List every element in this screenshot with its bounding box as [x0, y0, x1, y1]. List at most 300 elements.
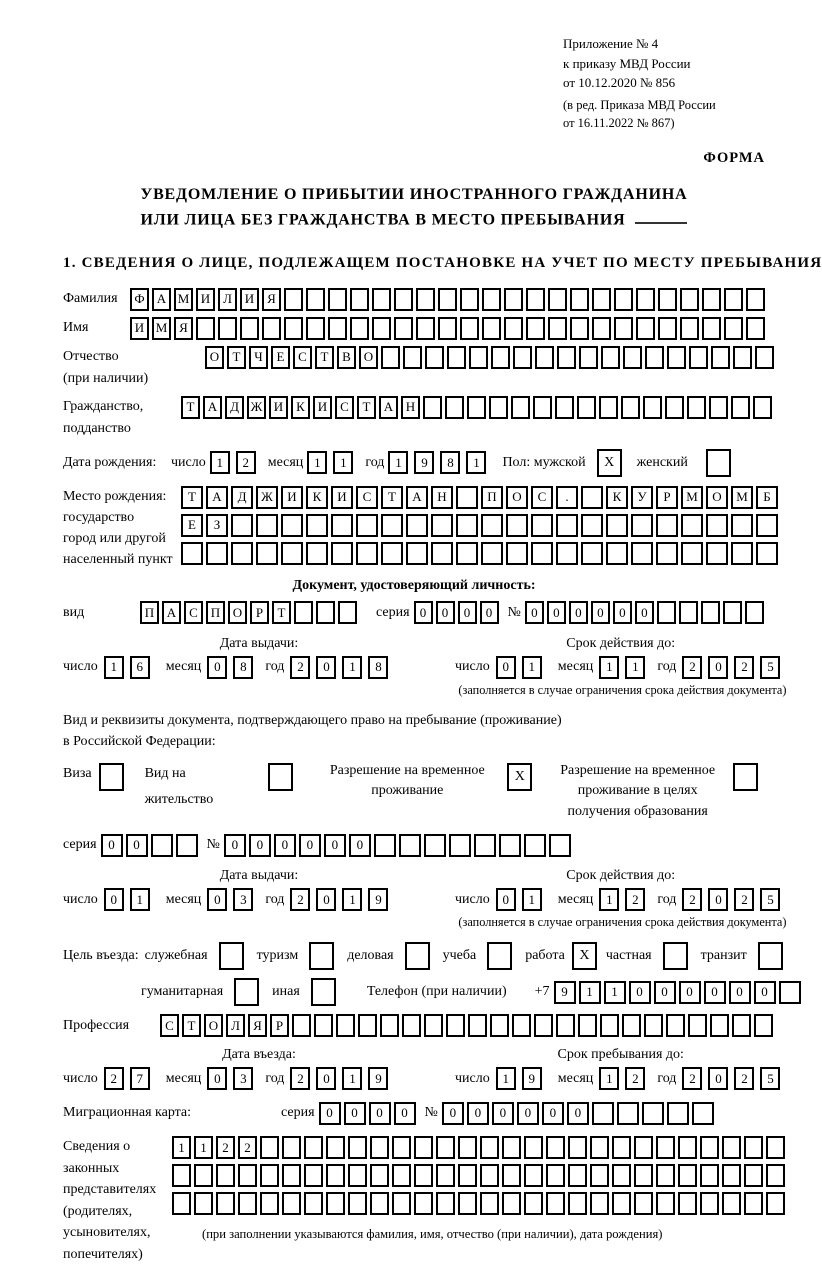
char-cell[interactable]: 2 — [625, 1067, 645, 1090]
char-cell[interactable]: 6 — [130, 656, 150, 679]
char-cell[interactable]: П — [140, 601, 159, 624]
char-cell[interactable] — [438, 317, 457, 340]
char-cell[interactable]: Ч — [249, 346, 268, 369]
char-cell[interactable]: 2 — [238, 1136, 257, 1159]
char-cell[interactable]: М — [731, 486, 753, 509]
char-cell[interactable] — [526, 317, 545, 340]
char-cell[interactable]: Н — [431, 486, 453, 509]
char-cell[interactable]: 0 — [324, 834, 346, 857]
char-cell[interactable]: 0 — [708, 1067, 728, 1090]
char-cell[interactable] — [731, 514, 753, 537]
char-cell[interactable] — [658, 317, 677, 340]
char-cell[interactable] — [394, 317, 413, 340]
purpose-private-checkbox[interactable] — [663, 942, 688, 970]
char-cell[interactable]: 0 — [547, 601, 566, 624]
char-cell[interactable] — [216, 1192, 235, 1215]
char-cell[interactable]: 1 — [599, 1067, 619, 1090]
char-cell[interactable] — [617, 1102, 639, 1125]
doc-number-cells[interactable] — [525, 601, 767, 624]
char-cell[interactable] — [356, 542, 378, 565]
char-cell[interactable]: 1 — [333, 451, 353, 474]
char-cell[interactable]: А — [203, 396, 222, 419]
char-cell[interactable]: Л — [218, 288, 237, 311]
char-cell[interactable]: 0 — [369, 1102, 391, 1125]
birthplace-cells-row2[interactable] — [181, 514, 781, 537]
char-cell[interactable] — [256, 542, 278, 565]
right-valid-month-cells[interactable] — [599, 888, 651, 911]
char-cell[interactable] — [502, 1164, 521, 1187]
char-cell[interactable] — [556, 542, 578, 565]
char-cell[interactable] — [231, 542, 253, 565]
char-cell[interactable] — [766, 1136, 785, 1159]
char-cell[interactable] — [380, 1014, 399, 1037]
char-cell[interactable] — [491, 346, 510, 369]
char-cell[interactable] — [634, 1192, 653, 1215]
char-cell[interactable]: О — [205, 346, 224, 369]
mc-number-cells[interactable] — [442, 1102, 717, 1125]
char-cell[interactable] — [469, 346, 488, 369]
char-cell[interactable] — [581, 542, 603, 565]
purpose-business-checkbox[interactable] — [405, 942, 430, 970]
char-cell[interactable]: Д — [225, 396, 244, 419]
char-cell[interactable] — [700, 1192, 719, 1215]
char-cell[interactable] — [392, 1136, 411, 1159]
char-cell[interactable] — [579, 346, 598, 369]
char-cell[interactable] — [634, 1136, 653, 1159]
birthplace-cells-row1[interactable] — [181, 486, 781, 509]
char-cell[interactable] — [292, 1014, 311, 1037]
char-cell[interactable] — [524, 834, 546, 857]
char-cell[interactable] — [304, 1136, 323, 1159]
id-valid-year-cells[interactable] — [682, 656, 786, 679]
char-cell[interactable] — [756, 514, 778, 537]
char-cell[interactable]: 1 — [307, 451, 327, 474]
char-cell[interactable]: 5 — [760, 656, 780, 679]
char-cell[interactable]: А — [406, 486, 428, 509]
stay-day-cells[interactable] — [496, 1067, 548, 1090]
char-cell[interactable]: 0 — [492, 1102, 514, 1125]
char-cell[interactable] — [548, 317, 567, 340]
char-cell[interactable] — [414, 1192, 433, 1215]
char-cell[interactable]: . — [556, 486, 578, 509]
char-cell[interactable] — [524, 1136, 543, 1159]
char-cell[interactable] — [381, 542, 403, 565]
char-cell[interactable]: 9 — [368, 888, 388, 911]
char-cell[interactable] — [724, 317, 743, 340]
char-cell[interactable]: З — [206, 514, 228, 537]
char-cell[interactable] — [549, 834, 571, 857]
char-cell[interactable] — [687, 396, 706, 419]
char-cell[interactable] — [657, 601, 676, 624]
char-cell[interactable] — [284, 317, 303, 340]
char-cell[interactable] — [194, 1164, 213, 1187]
representatives-cells-row2[interactable] — [172, 1164, 788, 1187]
char-cell[interactable] — [348, 1136, 367, 1159]
char-cell[interactable]: 9 — [368, 1067, 388, 1090]
char-cell[interactable] — [231, 514, 253, 537]
char-cell[interactable] — [449, 834, 471, 857]
char-cell[interactable]: 2 — [236, 451, 256, 474]
char-cell[interactable]: 0 — [414, 601, 433, 624]
char-cell[interactable]: Т — [227, 346, 246, 369]
purpose-study-checkbox[interactable] — [487, 942, 512, 970]
char-cell[interactable]: 0 — [679, 981, 701, 1004]
residence-permit-checkbox[interactable] — [268, 763, 293, 791]
char-cell[interactable] — [656, 1164, 675, 1187]
char-cell[interactable] — [753, 396, 772, 419]
char-cell[interactable]: 2 — [290, 1067, 310, 1090]
birth-day-cells[interactable] — [210, 451, 262, 474]
char-cell[interactable] — [240, 317, 259, 340]
char-cell[interactable] — [331, 514, 353, 537]
char-cell[interactable]: 0 — [104, 888, 124, 911]
char-cell[interactable] — [658, 288, 677, 311]
char-cell[interactable] — [688, 1014, 707, 1037]
char-cell[interactable] — [328, 317, 347, 340]
name-cells[interactable] — [130, 317, 768, 340]
char-cell[interactable] — [431, 542, 453, 565]
char-cell[interactable] — [414, 1164, 433, 1187]
char-cell[interactable] — [504, 317, 523, 340]
char-cell[interactable]: 0 — [274, 834, 296, 857]
char-cell[interactable] — [746, 317, 765, 340]
char-cell[interactable] — [262, 317, 281, 340]
char-cell[interactable] — [746, 288, 765, 311]
char-cell[interactable] — [709, 396, 728, 419]
char-cell[interactable] — [531, 542, 553, 565]
char-cell[interactable]: 0 — [344, 1102, 366, 1125]
char-cell[interactable]: 0 — [101, 834, 123, 857]
char-cell[interactable] — [372, 317, 391, 340]
char-cell[interactable] — [512, 1014, 531, 1037]
char-cell[interactable] — [555, 396, 574, 419]
char-cell[interactable]: 0 — [442, 1102, 464, 1125]
char-cell[interactable] — [665, 396, 684, 419]
char-cell[interactable] — [423, 396, 442, 419]
char-cell[interactable]: С — [293, 346, 312, 369]
char-cell[interactable] — [722, 1164, 741, 1187]
char-cell[interactable] — [645, 346, 664, 369]
char-cell[interactable] — [678, 1192, 697, 1215]
char-cell[interactable] — [336, 1014, 355, 1037]
char-cell[interactable]: Ж — [256, 486, 278, 509]
char-cell[interactable] — [425, 346, 444, 369]
doc-kind-cells[interactable] — [140, 601, 360, 624]
purpose-humanitarian-checkbox[interactable] — [234, 978, 259, 1006]
char-cell[interactable] — [606, 514, 628, 537]
char-cell[interactable] — [406, 542, 428, 565]
char-cell[interactable] — [458, 1192, 477, 1215]
char-cell[interactable]: Е — [271, 346, 290, 369]
char-cell[interactable]: Т — [357, 396, 376, 419]
char-cell[interactable]: С — [160, 1014, 179, 1037]
char-cell[interactable] — [431, 514, 453, 537]
char-cell[interactable]: 1 — [172, 1136, 191, 1159]
char-cell[interactable] — [701, 601, 720, 624]
char-cell[interactable] — [524, 1192, 543, 1215]
char-cell[interactable] — [621, 396, 640, 419]
char-cell[interactable] — [592, 317, 611, 340]
char-cell[interactable] — [438, 288, 457, 311]
char-cell[interactable]: 1 — [104, 656, 124, 679]
char-cell[interactable] — [578, 1014, 597, 1037]
char-cell[interactable] — [372, 288, 391, 311]
char-cell[interactable] — [467, 396, 486, 419]
char-cell[interactable] — [480, 1164, 499, 1187]
char-cell[interactable] — [458, 1136, 477, 1159]
char-cell[interactable] — [480, 1192, 499, 1215]
char-cell[interactable] — [328, 288, 347, 311]
char-cell[interactable]: 3 — [233, 1067, 253, 1090]
char-cell[interactable]: 0 — [319, 1102, 341, 1125]
temp-residence-checkbox[interactable]: X — [507, 763, 532, 791]
char-cell[interactable] — [206, 542, 228, 565]
char-cell[interactable] — [636, 317, 655, 340]
id-issue-year-cells[interactable] — [290, 656, 394, 679]
char-cell[interactable] — [181, 542, 203, 565]
char-cell[interactable]: 0 — [316, 656, 336, 679]
stay-year-cells[interactable] — [682, 1067, 786, 1090]
char-cell[interactable]: О — [228, 601, 247, 624]
char-cell[interactable] — [744, 1192, 763, 1215]
char-cell[interactable] — [238, 1164, 257, 1187]
char-cell[interactable]: 1 — [194, 1136, 213, 1159]
char-cell[interactable]: Р — [270, 1014, 289, 1037]
char-cell[interactable] — [634, 1164, 653, 1187]
char-cell[interactable]: Т — [272, 601, 291, 624]
char-cell[interactable] — [643, 396, 662, 419]
representatives-cells-row3[interactable] — [172, 1192, 788, 1215]
id-issue-day-cells[interactable] — [104, 656, 156, 679]
char-cell[interactable] — [176, 834, 198, 857]
char-cell[interactable] — [381, 346, 400, 369]
right-issue-year-cells[interactable] — [290, 888, 394, 911]
char-cell[interactable]: 0 — [542, 1102, 564, 1125]
char-cell[interactable]: 1 — [210, 451, 230, 474]
char-cell[interactable] — [678, 1164, 697, 1187]
char-cell[interactable] — [282, 1136, 301, 1159]
char-cell[interactable] — [700, 1164, 719, 1187]
char-cell[interactable] — [445, 396, 464, 419]
char-cell[interactable] — [416, 317, 435, 340]
char-cell[interactable]: 0 — [591, 601, 610, 624]
id-valid-day-cells[interactable] — [496, 656, 548, 679]
char-cell[interactable] — [436, 1192, 455, 1215]
char-cell[interactable] — [348, 1192, 367, 1215]
char-cell[interactable] — [590, 1164, 609, 1187]
char-cell[interactable] — [656, 1192, 675, 1215]
char-cell[interactable] — [631, 542, 653, 565]
char-cell[interactable]: 0 — [613, 601, 632, 624]
char-cell[interactable]: 0 — [207, 1067, 227, 1090]
char-cell[interactable] — [732, 1014, 751, 1037]
char-cell[interactable] — [218, 317, 237, 340]
char-cell[interactable] — [490, 1014, 509, 1037]
purpose-work-checkbox[interactable]: X — [572, 942, 597, 970]
char-cell[interactable] — [460, 317, 479, 340]
char-cell[interactable]: К — [306, 486, 328, 509]
char-cell[interactable]: 2 — [734, 656, 754, 679]
char-cell[interactable] — [614, 288, 633, 311]
char-cell[interactable]: 8 — [368, 656, 388, 679]
id-valid-month-cells[interactable] — [599, 656, 651, 679]
char-cell[interactable]: С — [356, 486, 378, 509]
char-cell[interactable] — [447, 346, 466, 369]
char-cell[interactable] — [458, 1164, 477, 1187]
char-cell[interactable] — [754, 1014, 773, 1037]
char-cell[interactable]: 0 — [729, 981, 751, 1004]
char-cell[interactable]: 1 — [388, 451, 408, 474]
char-cell[interactable] — [612, 1192, 631, 1215]
char-cell[interactable]: О — [204, 1014, 223, 1037]
char-cell[interactable]: 0 — [316, 1067, 336, 1090]
char-cell[interactable] — [681, 514, 703, 537]
char-cell[interactable]: М — [681, 486, 703, 509]
char-cell[interactable]: Я — [262, 288, 281, 311]
char-cell[interactable] — [194, 1192, 213, 1215]
char-cell[interactable]: 0 — [517, 1102, 539, 1125]
char-cell[interactable]: 0 — [629, 981, 651, 1004]
char-cell[interactable] — [744, 1164, 763, 1187]
char-cell[interactable]: 0 — [224, 834, 246, 857]
char-cell[interactable]: Т — [181, 486, 203, 509]
char-cell[interactable] — [706, 542, 728, 565]
char-cell[interactable]: Т — [315, 346, 334, 369]
char-cell[interactable] — [744, 1136, 763, 1159]
char-cell[interactable]: У — [631, 486, 653, 509]
char-cell[interactable] — [394, 288, 413, 311]
char-cell[interactable]: М — [152, 317, 171, 340]
char-cell[interactable]: 1 — [522, 888, 542, 911]
char-cell[interactable]: Л — [226, 1014, 245, 1037]
char-cell[interactable] — [702, 288, 721, 311]
char-cell[interactable]: 2 — [104, 1067, 124, 1090]
char-cell[interactable]: 9 — [554, 981, 576, 1004]
char-cell[interactable] — [370, 1136, 389, 1159]
char-cell[interactable] — [592, 288, 611, 311]
char-cell[interactable] — [399, 834, 421, 857]
char-cell[interactable] — [316, 601, 335, 624]
char-cell[interactable] — [374, 834, 396, 857]
char-cell[interactable] — [678, 1136, 697, 1159]
char-cell[interactable]: А — [162, 601, 181, 624]
char-cell[interactable]: С — [184, 601, 203, 624]
char-cell[interactable]: П — [481, 486, 503, 509]
char-cell[interactable]: 5 — [760, 1067, 780, 1090]
char-cell[interactable]: 1 — [599, 656, 619, 679]
char-cell[interactable] — [689, 346, 708, 369]
char-cell[interactable] — [722, 1136, 741, 1159]
char-cell[interactable] — [294, 601, 313, 624]
profession-cells[interactable] — [160, 1014, 776, 1037]
char-cell[interactable] — [614, 317, 633, 340]
char-cell[interactable] — [511, 396, 530, 419]
char-cell[interactable] — [424, 834, 446, 857]
purpose-tourism-checkbox[interactable] — [309, 942, 334, 970]
birth-year-cells[interactable] — [388, 451, 492, 474]
char-cell[interactable] — [381, 514, 403, 537]
char-cell[interactable] — [570, 288, 589, 311]
char-cell[interactable]: О — [359, 346, 378, 369]
char-cell[interactable] — [679, 601, 698, 624]
char-cell[interactable] — [706, 514, 728, 537]
char-cell[interactable]: И — [281, 486, 303, 509]
char-cell[interactable] — [702, 317, 721, 340]
char-cell[interactable]: 1 — [466, 451, 486, 474]
char-cell[interactable]: 8 — [440, 451, 460, 474]
char-cell[interactable]: 7 — [130, 1067, 150, 1090]
char-cell[interactable] — [526, 288, 545, 311]
char-cell[interactable] — [531, 514, 553, 537]
char-cell[interactable] — [556, 1014, 575, 1037]
char-cell[interactable] — [502, 1136, 521, 1159]
char-cell[interactable] — [581, 486, 603, 509]
char-cell[interactable] — [481, 514, 503, 537]
right-issue-month-cells[interactable] — [207, 888, 259, 911]
char-cell[interactable] — [612, 1136, 631, 1159]
entry-day-cells[interactable] — [104, 1067, 156, 1090]
char-cell[interactable]: И — [269, 396, 288, 419]
right-series-cells[interactable] — [101, 834, 201, 857]
char-cell[interactable]: 1 — [342, 656, 362, 679]
char-cell[interactable]: 1 — [130, 888, 150, 911]
char-cell[interactable]: 0 — [207, 888, 227, 911]
char-cell[interactable]: 1 — [625, 656, 645, 679]
char-cell[interactable] — [392, 1192, 411, 1215]
char-cell[interactable] — [590, 1192, 609, 1215]
char-cell[interactable] — [326, 1136, 345, 1159]
char-cell[interactable] — [557, 346, 576, 369]
right-valid-day-cells[interactable] — [496, 888, 548, 911]
char-cell[interactable] — [326, 1164, 345, 1187]
char-cell[interactable]: Ж — [247, 396, 266, 419]
right-number-cells[interactable] — [224, 834, 574, 857]
char-cell[interactable] — [314, 1014, 333, 1037]
char-cell[interactable]: 0 — [207, 656, 227, 679]
char-cell[interactable]: 0 — [704, 981, 726, 1004]
surname-cells[interactable] — [130, 288, 768, 311]
char-cell[interactable] — [656, 542, 678, 565]
char-cell[interactable]: 0 — [349, 834, 371, 857]
char-cell[interactable] — [622, 1014, 641, 1037]
char-cell[interactable] — [151, 834, 173, 857]
char-cell[interactable] — [481, 542, 503, 565]
char-cell[interactable]: А — [206, 486, 228, 509]
char-cell[interactable] — [416, 288, 435, 311]
char-cell[interactable] — [482, 317, 501, 340]
char-cell[interactable]: 1 — [599, 888, 619, 911]
char-cell[interactable] — [406, 514, 428, 537]
char-cell[interactable] — [534, 1014, 553, 1037]
char-cell[interactable]: Р — [250, 601, 269, 624]
char-cell[interactable] — [680, 288, 699, 311]
char-cell[interactable] — [766, 1192, 785, 1215]
char-cell[interactable]: В — [337, 346, 356, 369]
char-cell[interactable] — [474, 834, 496, 857]
char-cell[interactable]: 0 — [480, 601, 499, 624]
char-cell[interactable]: 0 — [708, 888, 728, 911]
char-cell[interactable]: 0 — [458, 601, 477, 624]
char-cell[interactable]: 2 — [290, 656, 310, 679]
char-cell[interactable] — [568, 1164, 587, 1187]
char-cell[interactable]: 9 — [522, 1067, 542, 1090]
char-cell[interactable] — [446, 1014, 465, 1037]
char-cell[interactable] — [460, 288, 479, 311]
char-cell[interactable]: 0 — [436, 601, 455, 624]
purpose-official-checkbox[interactable] — [219, 942, 244, 970]
char-cell[interactable]: 0 — [708, 656, 728, 679]
char-cell[interactable]: 0 — [316, 888, 336, 911]
